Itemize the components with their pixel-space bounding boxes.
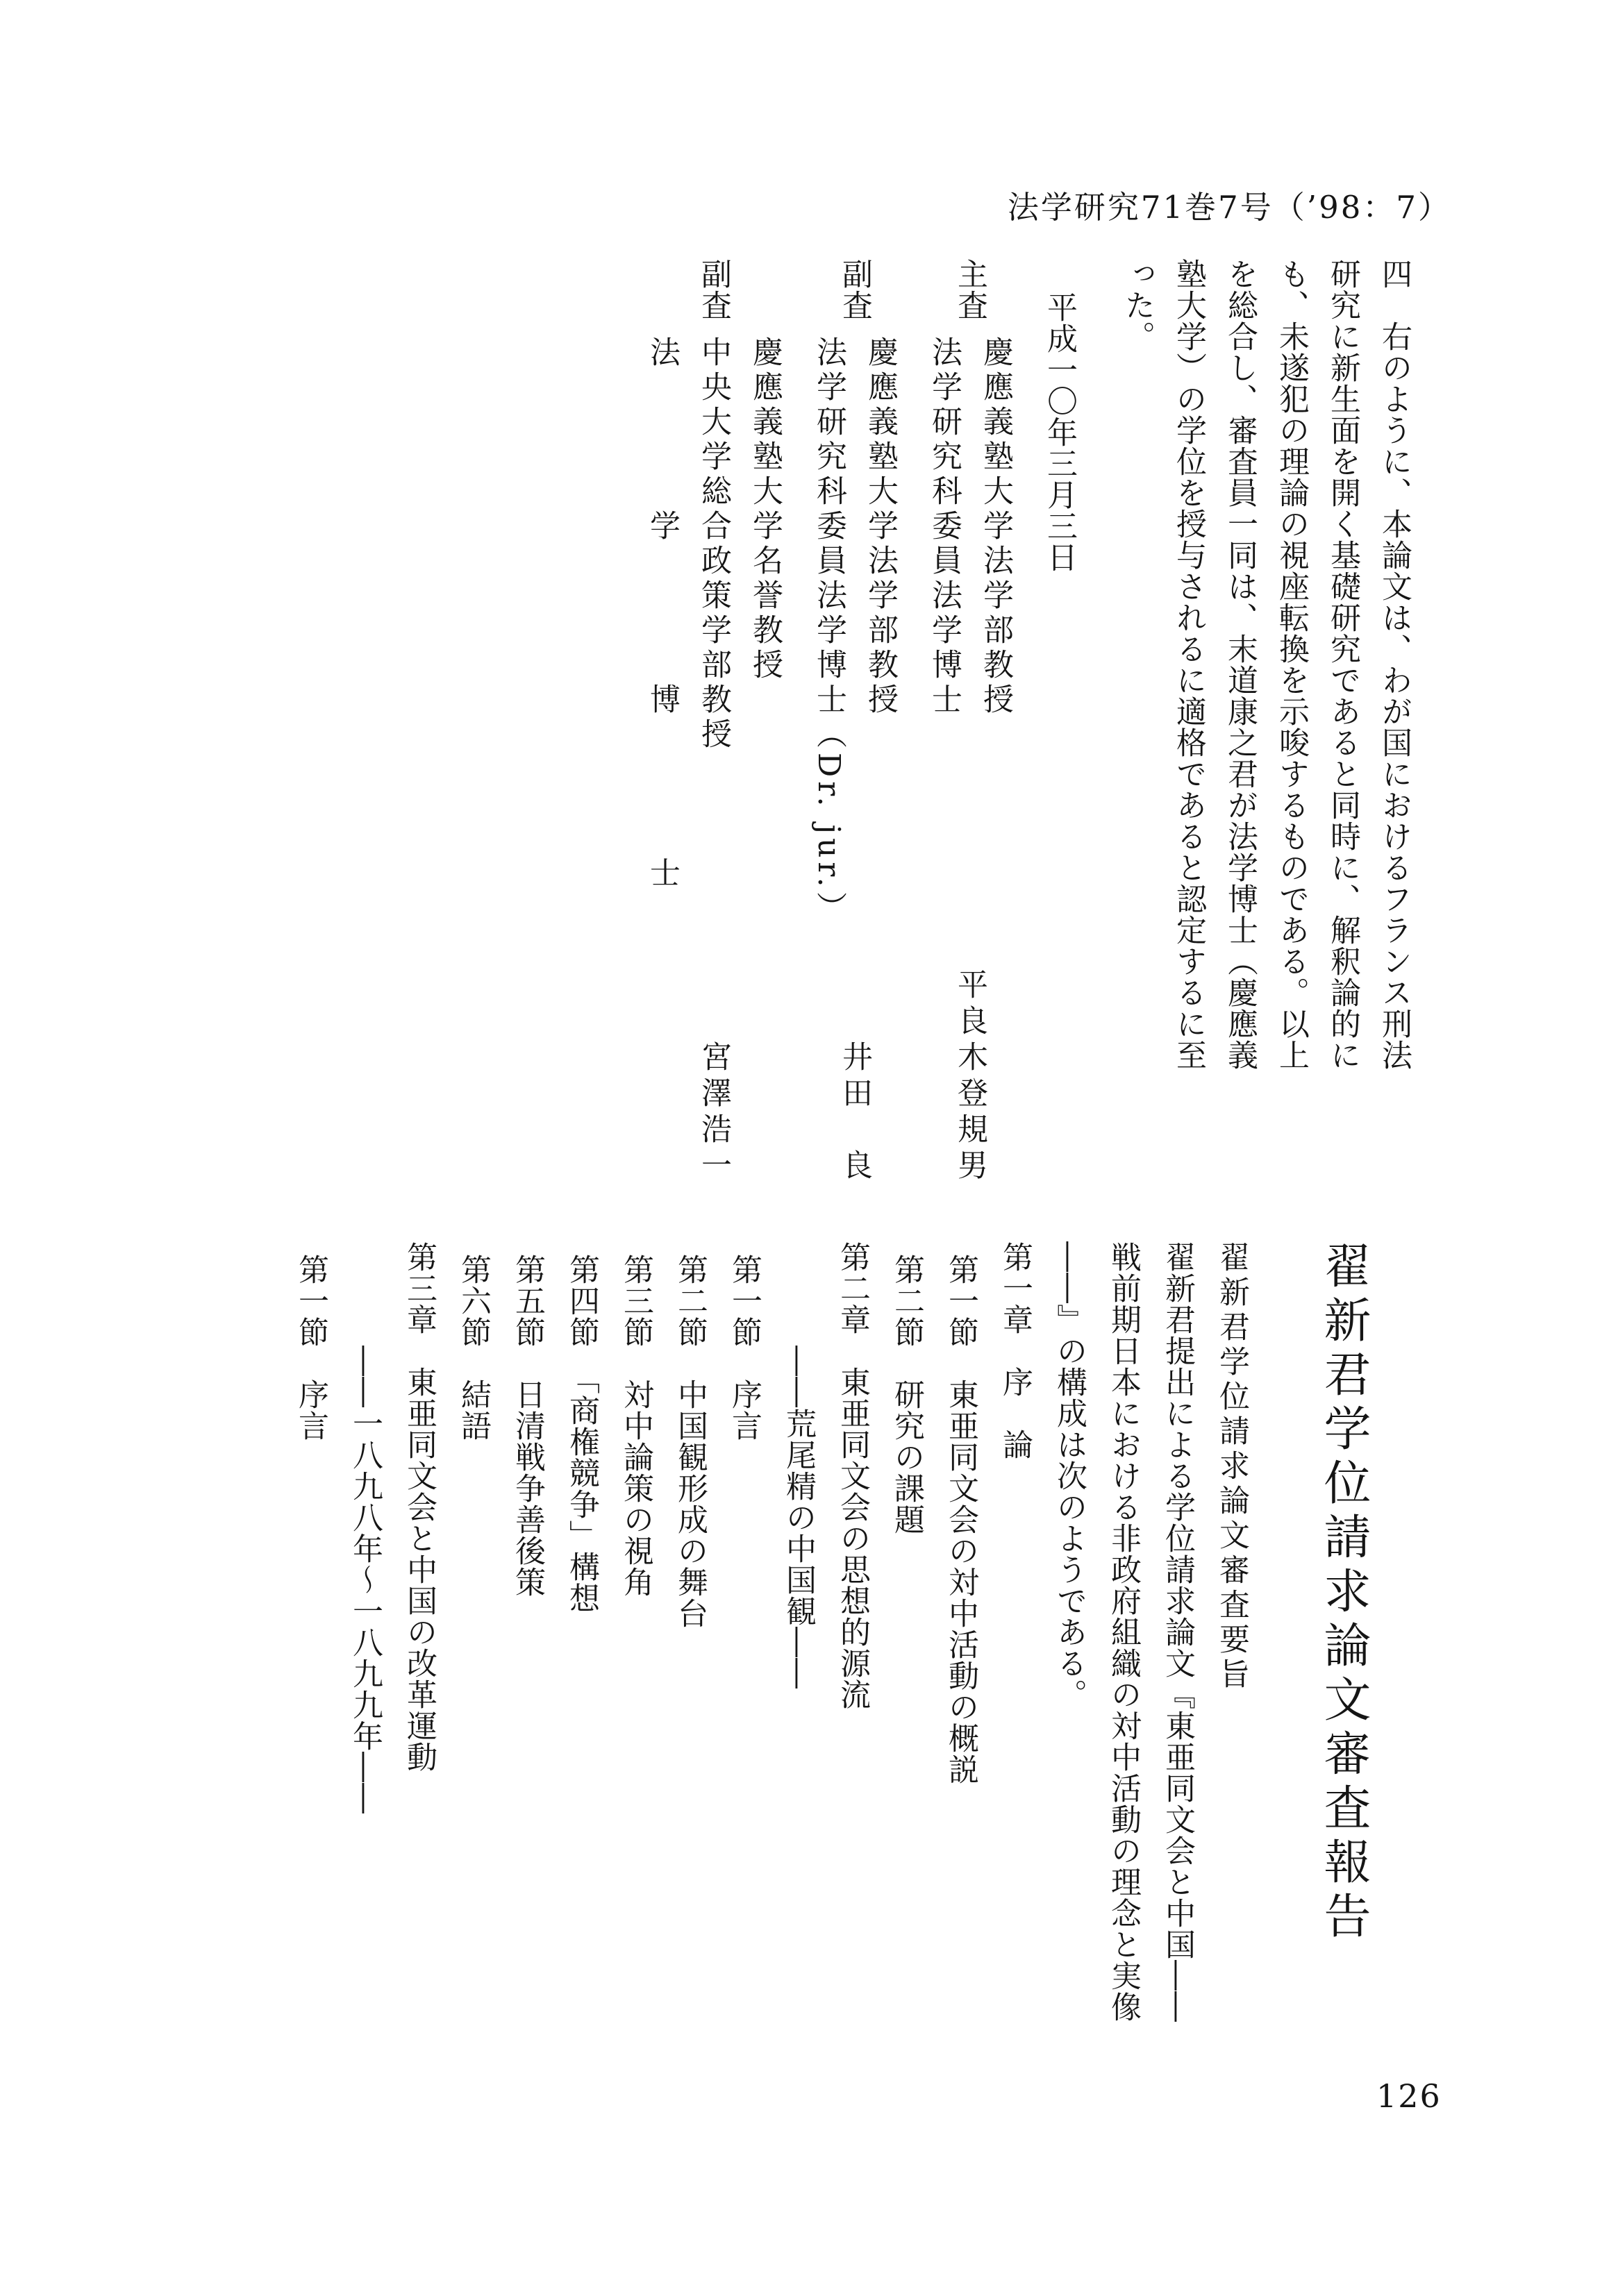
toc-item-section: 第五節 日清戦争善後策 [510,1254,545,1598]
examiner-affiliation: 中央大学総合政策学部教授 [696,336,731,753]
examiner-affiliation: 慶應義塾大学法学部教授 [862,336,898,718]
examiner-name: 宮澤浩一 [696,1041,731,1185]
summary-subtitle: 翟新君学位請求論文審査要旨 [1214,1241,1249,1693]
examiner-affiliation: 法学研究科委員法学博士（Dr. jur.） [811,336,846,926]
toc-item-section: 第四節 「商権競争」構想 [564,1254,599,1614]
examiner-affiliation: 慶應義塾大学名誉教授 [747,336,783,683]
toc-item-section: 第六節 結語 [456,1254,491,1441]
toc-item-section: 第一節 序言 [293,1254,328,1441]
conclusion-paragraph: 四 右のように、本論文は、わが国におけるフランス刑法 研究に新生面を開く基礎研究であると同時に、解釈論的に も、未遂犯の理論の視座転換を示唆するものである。以上 を総合し、審査員一同は、末道康之君が法学博士（慶應義 塾大学）の学位を授与されるに適格であると認定するに至 った。 [1119,258,1412,1071]
examiner-name: 平良木登規男 [952,969,987,1185]
toc-item-section: 第三節 対中論策の視角 [618,1254,653,1598]
examiner-affiliation: 慶應義塾大学法学部教授 [978,336,1013,718]
toc-item-section: 第二節 中国観形成の舞台 [672,1254,708,1629]
examiner-affiliation: 法学研究科委員法学博士 [926,336,962,718]
toc-item-subtitle: ――一八九八年〜一八九九年―― [347,1346,383,1814]
review-conclusion-block [636,258,1419,1185]
examiner-group-deputy-2 [636,258,790,1185]
toc-item-chapter: 第二章 東亜同文会の思想的源流 [835,1241,870,1710]
journal-header: 法学研究71巻7号（’98：7） [1007,189,1451,226]
examiner-affiliation: 法 学 博 士 [644,336,680,891]
thesis-intro: 翟新君提出による学位請求論文『東亜同文会と中国―― 戦前期日本における非政府組織の対中活動の理念と実像 ――』の構成は次のようである。 [1051,1241,1195,2022]
examiner-role: 副査 [837,258,872,321]
toc-item-chapter: 第三章 東亜同文会と中国の改革運動 [401,1241,437,1773]
toc-item-subtitle: ――荒尾精の中国観―― [781,1346,816,1689]
toc-item-section: 第一節 序言 [726,1254,762,1441]
examiner-group-chief [918,258,1021,1185]
examiner-role: 副査 [696,258,731,321]
examiner-group-deputy-1 [803,258,906,1185]
report-title: 翟新君学位請求論文審査報告 [1316,1241,1371,1945]
examiner-role: 主査 [952,258,987,321]
toc-item-section: 第二節 研究の課題 [889,1254,924,1535]
thesis-summary-block [283,1241,1379,2102]
report-date: 平成一〇年三月三日 [1042,292,1077,573]
toc-item-chapter: 第一章 序 論 [997,1241,1033,1460]
examiner-name: 井田 良 [837,1041,872,1185]
page-number: 126 [1376,2077,1442,2115]
toc-item-section: 第一節 東亜同文会の対中活動の概説 [943,1254,978,1785]
